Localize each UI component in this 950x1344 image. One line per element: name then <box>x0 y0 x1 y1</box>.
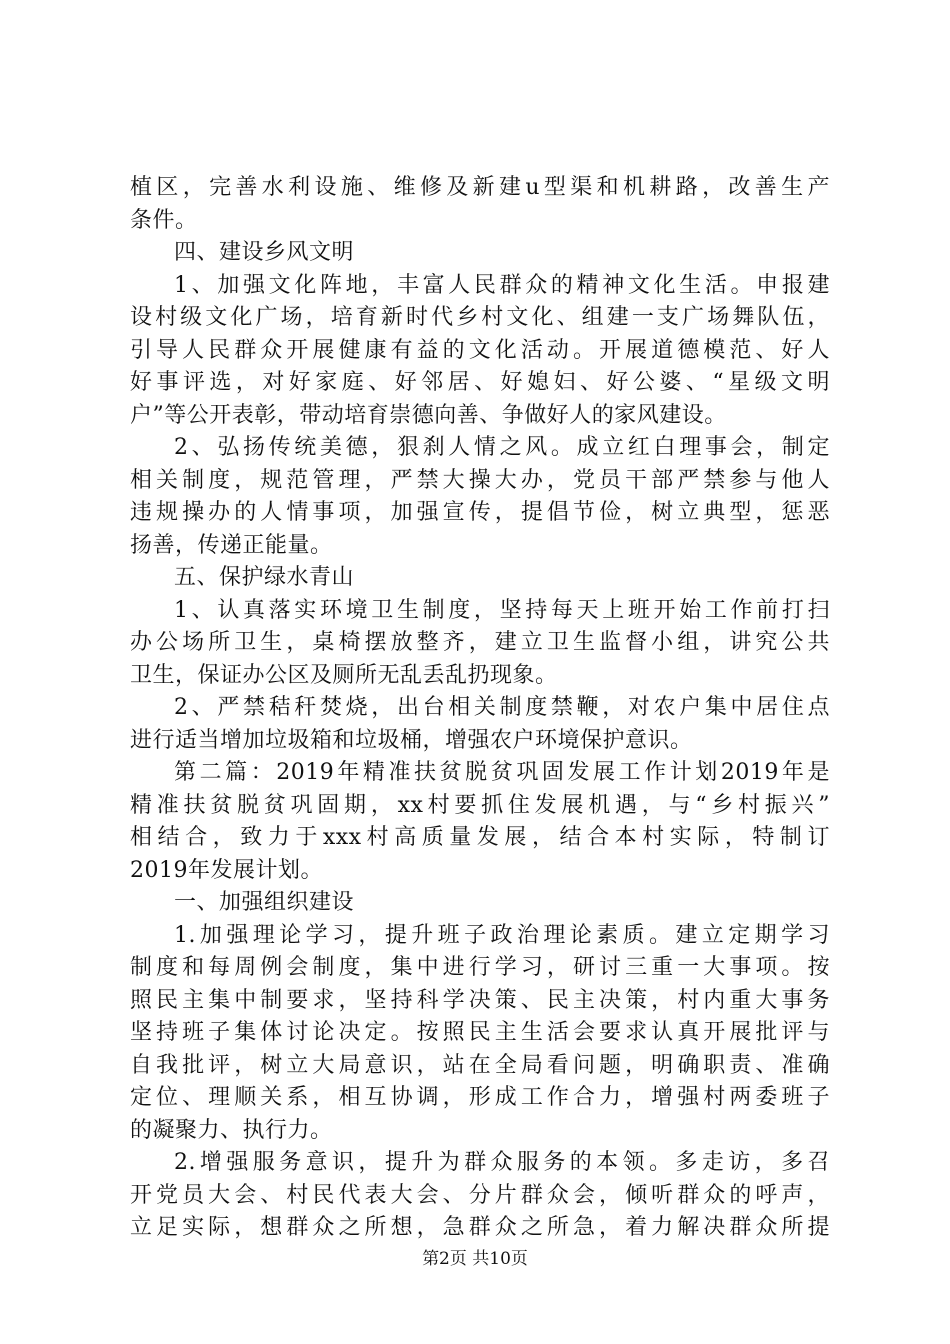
text-line: 开党员大会、村民代表大会、分片群众会，倾听群众的呼声， <box>130 1182 830 1208</box>
text-line: 第二篇：2019年精准扶贫脱贫巩固发展工作计划2019年是 <box>174 760 830 785</box>
text-line: 1、加强文化阵地，丰富人民群众的精神文化生活。申报建 <box>174 272 830 298</box>
text-line: 植区，完善水利设施、维修及新建u型渠和机耕路，改善生产 <box>130 175 830 200</box>
text-line: 一、加强组织建设 <box>174 890 355 915</box>
text-line: 引导人民群众开展健康有益的文化活动。开展道德模范、好人 <box>130 337 830 363</box>
text-line: 定位、理顺关系，相互协调，形成工作合力，增强村两委班子 <box>130 1085 830 1110</box>
text-line: 2.增强服务意识，提升为群众服务的本领。多走访，多召 <box>174 1150 830 1175</box>
page-number-footer: 第2页 共10页 <box>422 1249 528 1269</box>
text-line: 办公场所卫生，桌椅摆放整齐，建立卫生监督小组，讲究公共 <box>130 630 830 655</box>
text-line: 2、严禁秸秆焚烧，出台相关制度禁鞭，对农户集中居住点 <box>174 695 830 720</box>
text-line: 精准扶贫脱贫巩固期，xx村要抓住发展机遇，与“乡村振兴” <box>130 792 830 818</box>
text-line: 照民主集中制要求，坚持科学决策、民主决策，村内重大事务 <box>130 987 830 1013</box>
text-line: 进行适当增加垃圾箱和垃圾桶，增强农户环境保护意识。 <box>130 727 693 753</box>
text-line: 的凝聚力、执行力。 <box>130 1117 333 1143</box>
text-line: 五、保护绿水青山 <box>174 565 355 590</box>
text-line: 制度和每周例会制度，集中进行学习，研讨三重一大事项。按 <box>130 955 830 980</box>
text-line: 1.加强理论学习，提升班子政治理论素质。建立定期学习 <box>174 922 830 948</box>
text-line: 户”等公开表彰，带动培育崇德向善、争做好人的家风建设。 <box>130 402 727 428</box>
text-line: 1、认真落实环境卫生制度，坚持每天上班开始工作前打扫 <box>174 597 830 623</box>
text-line: 相关制度，规范管理，严禁大操大办，党员干部严禁参与他人 <box>130 467 830 493</box>
text-line: 坚持班子集体讨论决定。按照民主生活会要求认真开展批评与 <box>130 1020 830 1045</box>
text-line: 四、建设乡风文明 <box>174 240 355 265</box>
text-line: 设村级文化广场，培育新时代乡村文化、组建一支广场舞队伍， <box>130 305 830 330</box>
text-line: 扬善，传递正能量。 <box>130 532 333 558</box>
text-line: 违规操办的人情事项，加强宣传，提倡节俭，树立典型，惩恶 <box>130 500 830 525</box>
text-line: 卫生，保证办公区及厕所无乱丢乱扔现象。 <box>130 662 558 688</box>
text-line: 自我批评，树立大局意识，站在全局看问题，明确职责、准确 <box>130 1052 830 1078</box>
document-body <box>130 172 830 1245</box>
text-line: 条件。 <box>130 207 198 233</box>
text-line: 相结合，致力于xxx村高质量发展，结合本村实际，特制订 <box>130 825 830 850</box>
text-line: 好事评选，对好家庭、好邻居、好媳妇、好公婆、“星级文明 <box>130 370 830 395</box>
text-line: 2019年发展计划。 <box>130 857 323 883</box>
text-line: 立足实际，想群众之所想，急群众之所急，着力解决群众所提 <box>130 1215 830 1240</box>
text-line: 2、弘扬传统美德，狠刹人情之风。成立红白理事会，制定 <box>174 435 830 460</box>
